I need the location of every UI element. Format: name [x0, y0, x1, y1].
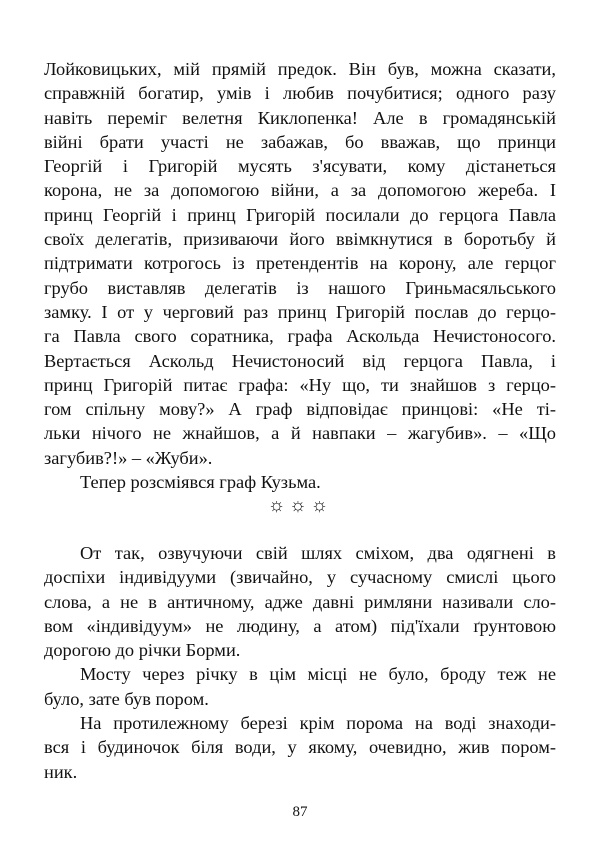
text-block-bottom: [44, 541, 556, 784]
text-line: га Павла свого соратника, графа Аскольда Нечистоносого.: [44, 326, 556, 347]
text-line: слова, а не в античному, адже давні римляни називали сло-: [44, 591, 556, 612]
text-line: принц Григорій питає графа: «Ну що, ти знайшов з герцо-: [44, 374, 556, 395]
text-line: корона, не за допомогою війни, а за допомогою жереба. І: [44, 180, 556, 201]
text-line: вом «індивідуум» не людину, а атом) під'їхали ґрунтовою: [44, 615, 556, 636]
text-line: принц Георгій і принц Григорій посилали до герцога Павла: [44, 204, 556, 225]
text-block-top: [44, 57, 556, 494]
text-line: Вертається Аскольд Нечистоносий від герцога Павла, і: [44, 350, 556, 371]
text-line: було, зате був пором.: [44, 688, 209, 709]
text-line: От так, озвучуючи свій шлях сміхом, два одягнені в: [80, 543, 556, 563]
text-line: своїх делегатів, призиваючи його ввімкнутися в боротьбу й: [44, 229, 556, 250]
text-line: ник.: [44, 761, 78, 782]
text-line: вся і будиночок біля води, у якому, очевидно, жив пором-: [44, 737, 556, 758]
text-line: Георгій і Григорій мусять з'ясувати, кому дістанеться: [44, 156, 556, 177]
text-line: справжній богатир, умів і любив почубитися; одного разу: [44, 83, 556, 104]
text-line: Мосту через річку в цім місці не було, броду теж не: [80, 664, 556, 685]
section-divider: ☼☼☼: [267, 495, 333, 516]
text-line: грубо виставляв делегатів із нашого Гриньмасяльського: [44, 277, 556, 298]
page-number: 87: [292, 804, 308, 820]
text-line: загубив?!» – «Жуби».: [44, 447, 213, 468]
text-line: доспіхи індивідууми (звичайно, у сучасному смислі цього: [44, 567, 556, 588]
text-line: льки нічого не жнайшов, а й навпаки – жагубив». – «Що: [44, 423, 556, 444]
text-line: дорогою до річки Борми.: [44, 640, 241, 661]
text-line: Тепер розсміявся граф Кузьма.: [80, 472, 321, 493]
text-line: Лойковицьких, мій прямій предок. Він був, можна сказати,: [44, 59, 556, 79]
text-line: навіть переміг велетня Киклопенка! Але в громадянській: [44, 107, 556, 128]
text-line: підтримати котрогось із претендентів на корону, але герцог: [44, 253, 556, 274]
text-line: війні брати участі не забажав, бо вважав, що принци: [44, 131, 556, 152]
text-line: На протилежному березі крім порома на воді знаходи-: [80, 713, 556, 734]
text-line: замку. І от у черговий раз принц Григорій послав до герцо-: [44, 301, 556, 322]
text-line: гом спільну мову?» А граф відповідає принцові: «Не ті-: [44, 399, 556, 420]
